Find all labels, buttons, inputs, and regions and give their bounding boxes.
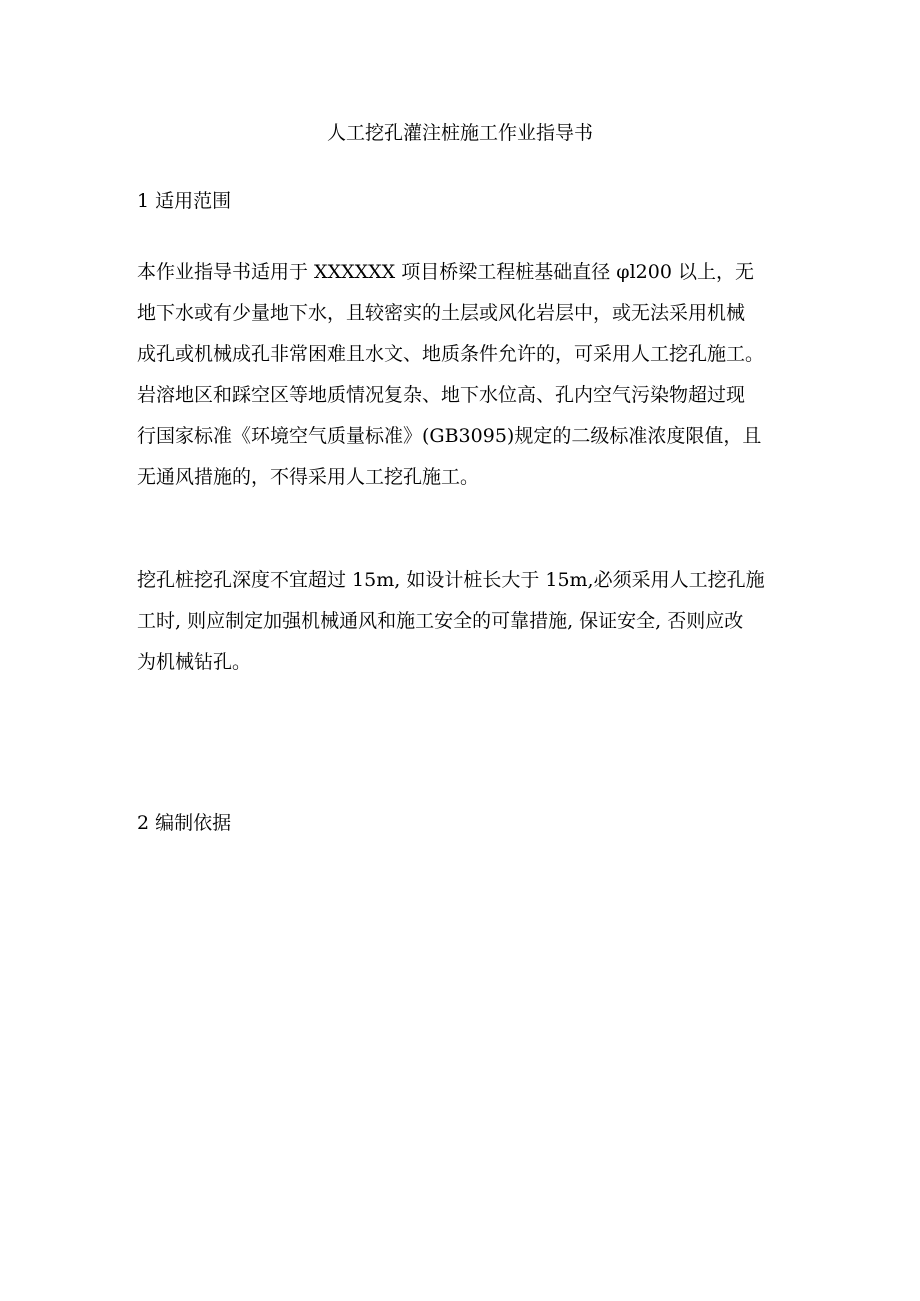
paragraph-line: 为机械钻孔。 bbox=[137, 651, 252, 673]
paragraph-line: 岩溶地区和踩空区等地质情况复杂、地下水位高、孔内空气污染物超过现 bbox=[137, 384, 746, 406]
paragraph-line: 无通风措施的，不得采用人工挖孔施工。 bbox=[137, 466, 480, 488]
paragraph-line: 本作业指导书适用于 XXXXXX 项目桥梁工程桩基础直径 φl200 以上，无 bbox=[137, 261, 754, 283]
scope-paragraph-1 bbox=[137, 252, 797, 498]
paragraph-line: 成孔或机械成孔非常困难且水文、地质条件允许的，可采用人工挖孔施工。 bbox=[137, 343, 765, 365]
document-title: 人工挖孔灌注桩施工作业指导书 bbox=[326, 122, 593, 144]
paragraph-line: 地下水或有少量地下水，且较密实的土层或风化岩层中，或无法采用机械 bbox=[137, 302, 746, 324]
paragraph-line: 挖孔桩挖孔深度不宜超过 15m, 如设计桩长大于 15m,必须采用人工挖孔施 bbox=[137, 569, 765, 591]
paragraph-line: 行国家标准《环境空气质量标准》(GB3095)规定的二级标准浓度限值，且 bbox=[137, 425, 762, 447]
section-heading-basis: 2 编制依据 bbox=[137, 812, 232, 834]
paragraph-line: 工时, 则应制定加强机械通风和施工安全的可靠措施, 保证安全, 否则应改 bbox=[137, 610, 744, 632]
scope-paragraph-2 bbox=[137, 560, 797, 683]
section-heading-scope: 1 适用范围 bbox=[137, 190, 232, 212]
